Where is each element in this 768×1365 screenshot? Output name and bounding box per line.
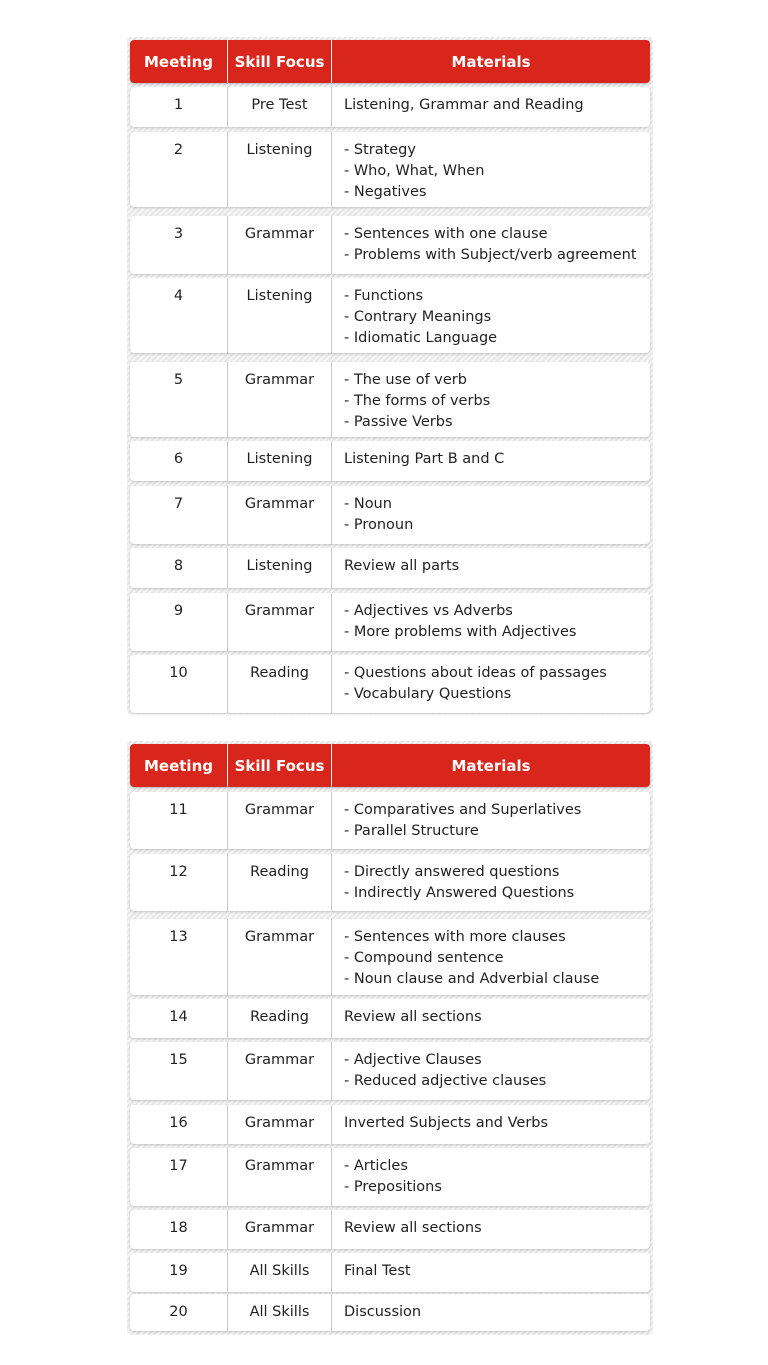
meeting-number: 11	[169, 802, 188, 818]
material-item: Review all sections	[344, 1009, 482, 1025]
materials	[331, 1042, 650, 1100]
materials	[331, 486, 650, 544]
table-row	[130, 655, 650, 713]
schedule-table-1	[127, 37, 653, 714]
materials	[331, 854, 650, 911]
meeting-number: 9	[173, 603, 184, 619]
materials	[331, 919, 650, 995]
material-item: - Parallel Structure	[344, 823, 479, 839]
material-item: - Adjective Clauses	[344, 1052, 482, 1068]
material-item: - Pronoun	[344, 517, 414, 533]
skill-focus: Grammar	[227, 593, 331, 651]
material-item: - Directly answered questions	[344, 864, 560, 880]
header-skill-focus: Skill Focus	[227, 744, 331, 787]
meeting-number: 8	[173, 558, 184, 574]
skill-focus: All Skills	[227, 1294, 331, 1331]
skill-focus: Grammar	[227, 1042, 331, 1100]
material-item: - More problems with Adjectives	[344, 624, 577, 640]
table-header	[130, 40, 650, 83]
meeting-number: 15	[169, 1052, 188, 1068]
table-row	[130, 1210, 650, 1249]
skill-focus: Grammar	[227, 362, 331, 437]
table-row	[130, 854, 650, 911]
material-item: Final Test	[344, 1263, 411, 1279]
skill-focus: All Skills	[227, 1253, 331, 1292]
material-item: - Articles	[344, 1158, 408, 1174]
skill-focus: Grammar	[227, 919, 331, 995]
material-item: Listening, Grammar and Reading	[344, 97, 584, 113]
material-item: - Prepositions	[344, 1179, 442, 1195]
skill-focus: Listening	[227, 441, 331, 481]
table-row	[130, 278, 650, 353]
material-item: - Noun clause and Adverbial clause	[344, 971, 600, 987]
material-item: - Strategy	[344, 142, 416, 158]
material-item: - Idiomatic Language	[344, 330, 498, 346]
skill-focus: Grammar	[227, 1210, 331, 1249]
materials	[331, 441, 650, 481]
meeting-number: 10	[169, 665, 188, 681]
table-row	[130, 486, 650, 544]
header-meeting: Meeting	[143, 756, 213, 775]
materials	[331, 1253, 650, 1292]
meeting-number: 20	[169, 1304, 188, 1320]
table-row	[130, 548, 650, 588]
meeting-number: 13	[169, 929, 188, 945]
table-row	[130, 362, 650, 437]
meeting-number: 2	[173, 142, 184, 158]
material-item: Discussion	[344, 1304, 422, 1320]
material-item: - Problems with Subject/verb agreement	[344, 247, 637, 263]
materials	[331, 362, 650, 437]
skill-focus: Grammar	[227, 1148, 331, 1206]
materials	[331, 1210, 650, 1249]
material-item: - Comparatives and Superlatives	[344, 802, 582, 818]
table-row	[130, 593, 650, 651]
material-item: - Functions	[344, 288, 424, 304]
meeting-number: 1	[173, 97, 184, 113]
meeting-number: 14	[169, 1009, 188, 1025]
table-row	[130, 216, 650, 274]
table-row	[130, 87, 650, 127]
meeting-number: 17	[169, 1158, 188, 1174]
materials	[331, 132, 650, 207]
material-item: - Questions about ideas of passages	[344, 665, 607, 681]
materials	[331, 216, 650, 274]
material-item: - Negatives	[344, 184, 427, 200]
material-item: - Vocabulary Questions	[344, 686, 512, 702]
meeting-number: 18	[169, 1220, 188, 1236]
materials	[331, 1148, 650, 1206]
material-item: - Sentences with more clauses	[344, 929, 566, 945]
material-item: - The use of verb	[344, 372, 467, 388]
materials	[331, 999, 650, 1038]
skill-focus: Listening	[227, 278, 331, 353]
materials	[331, 593, 650, 651]
schedule-table-2	[127, 741, 653, 1335]
material-item: Listening Part B and C	[344, 451, 505, 467]
materials	[331, 548, 650, 588]
header-skill-focus: Skill Focus	[227, 40, 331, 83]
table-row	[130, 1148, 650, 1206]
meeting-number: 7	[173, 496, 184, 512]
skill-focus: Reading	[227, 854, 331, 911]
materials	[331, 792, 650, 849]
header-meeting: Meeting	[143, 52, 213, 71]
meeting-number: 4	[173, 288, 184, 304]
meeting-number: 16	[169, 1115, 188, 1131]
skill-focus: Pre Test	[227, 87, 331, 127]
material-item: - Passive Verbs	[344, 414, 453, 430]
skill-focus: Grammar	[227, 1105, 331, 1144]
table-header	[130, 744, 650, 787]
table-row	[130, 1253, 650, 1292]
material-item: - Adjectives vs Adverbs	[344, 603, 513, 619]
material-item: - The forms of verbs	[344, 393, 491, 409]
meeting-number: 19	[169, 1263, 188, 1279]
meeting-number: 5	[173, 372, 184, 388]
material-item: Review all parts	[344, 558, 460, 574]
materials	[331, 655, 650, 713]
material-item: - Compound sentence	[344, 950, 504, 966]
table-row	[130, 1294, 650, 1331]
table-row	[130, 999, 650, 1038]
material-item: Review all sections	[344, 1220, 482, 1236]
material-item: - Who, What, When	[344, 163, 485, 179]
materials	[331, 1105, 650, 1144]
skill-focus: Grammar	[227, 216, 331, 274]
material-item: - Noun	[344, 496, 392, 512]
material-item: - Reduced adjective clauses	[344, 1073, 547, 1089]
materials	[331, 278, 650, 353]
material-item: - Indirectly Answered Questions	[344, 885, 575, 901]
material-item: Inverted Subjects and Verbs	[344, 1115, 549, 1131]
table-row	[130, 1042, 650, 1100]
table-row	[130, 441, 650, 481]
skill-focus: Listening	[227, 548, 331, 588]
skill-focus: Listening	[227, 132, 331, 207]
header-materials: Materials	[331, 40, 650, 83]
table-row	[130, 132, 650, 207]
table-row	[130, 792, 650, 849]
material-item: - Contrary Meanings	[344, 309, 492, 325]
skill-focus: Reading	[227, 655, 331, 713]
skill-focus: Reading	[227, 999, 331, 1038]
skill-focus: Grammar	[227, 792, 331, 849]
material-item: - Sentences with one clause	[344, 226, 548, 242]
table-row	[130, 919, 650, 995]
materials	[331, 87, 650, 127]
meeting-number: 12	[169, 864, 188, 880]
materials	[331, 1294, 650, 1331]
table-row	[130, 1105, 650, 1144]
header-materials: Materials	[331, 744, 650, 787]
skill-focus: Grammar	[227, 486, 331, 544]
meeting-number: 6	[173, 451, 184, 467]
meeting-number: 3	[173, 226, 184, 242]
